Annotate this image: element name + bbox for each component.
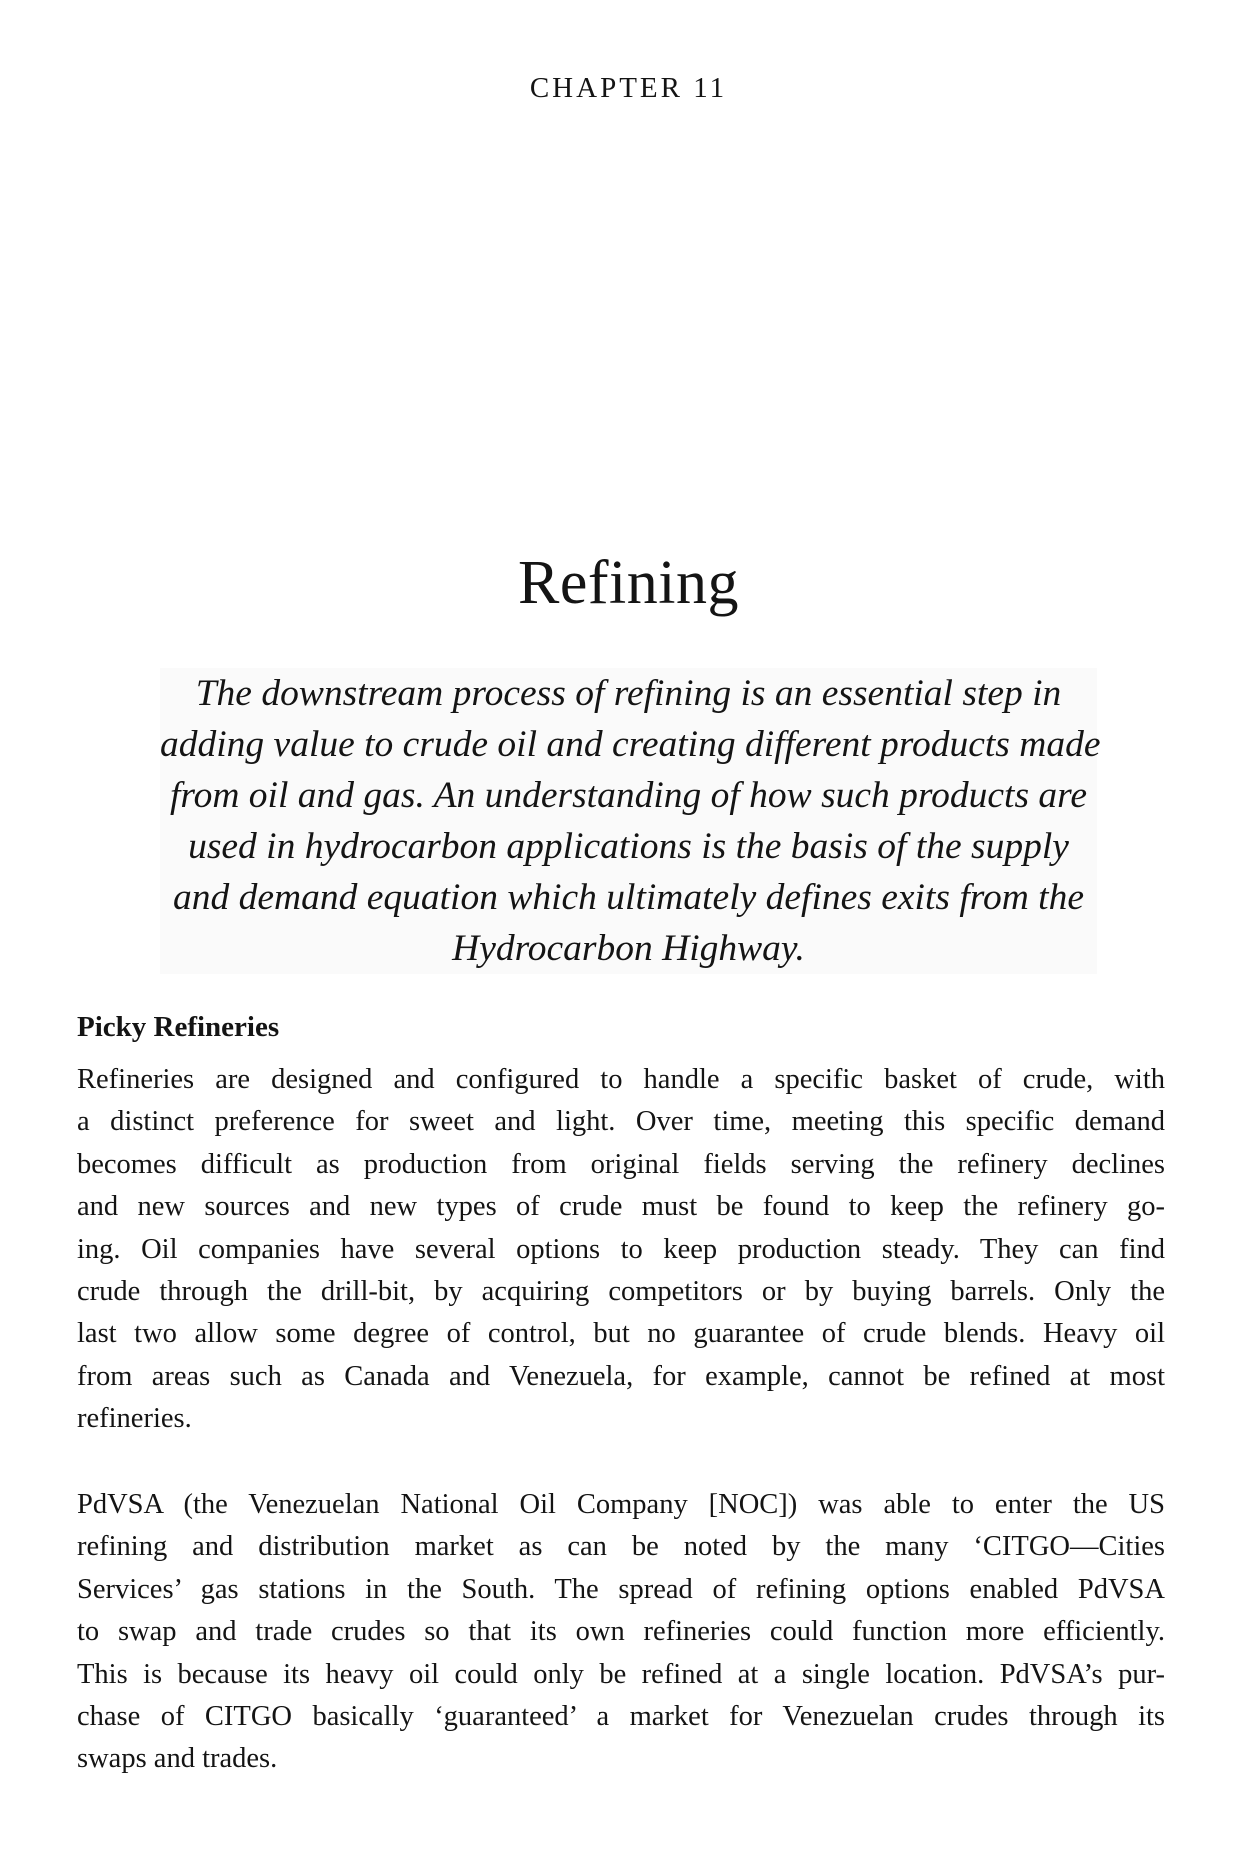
paragraph-line: Services’ gas stations in the South. The spread of refining options enabled PdVSA <box>77 1573 1165 1605</box>
paragraph-line: PdVSA (the Venezuelan National Oil Company [NOC]) was able to enter the US <box>77 1489 1165 1520</box>
paragraph-line: and new sources and new types of crude must be found to keep the refinery go- <box>77 1191 1165 1223</box>
chapter-label: CHAPTER 11 <box>529 72 728 104</box>
paragraph-line: refining and distribution market as can be noted by the many ‘CITGO—Cities <box>77 1531 1165 1563</box>
epigraph-line: and demand equation which ultimately defines exits from the <box>173 877 1084 918</box>
paragraph-line: This is because its heavy oil could only be refined at a single location. PdVSA’s pur- <box>77 1658 1165 1690</box>
paragraph-line: becomes difficult as production from original fields serving the refinery declines <box>77 1148 1165 1180</box>
epigraph-line: adding value to crude oil and creating different products made <box>160 724 1101 765</box>
paragraph-line: to swap and trade crudes so that its own refineries could function more efficiently. <box>77 1616 1165 1648</box>
epigraph-line: The downstream process of refining is an essential step in <box>195 673 1062 714</box>
body-paragraph <box>77 1059 1165 1441</box>
paragraph-line: ing. Oil companies have several options to keep production steady. They can find <box>77 1233 1165 1265</box>
paragraph-line: swaps and trades. <box>77 1743 278 1775</box>
chapter-title: Refining <box>518 549 739 617</box>
epigraph-line: used in hydrocarbon applications is the basis of the supply <box>188 826 1069 867</box>
epigraph <box>160 668 1101 974</box>
epigraph-line: Hydrocarbon Highway. <box>452 928 805 969</box>
paragraph-line: crude through the drill-bit, by acquiring competitors or by buying barrels. Only the <box>77 1276 1165 1308</box>
paragraph-line: last two allow some degree of control, but no guarantee of crude blends. Heavy oil <box>77 1318 1165 1350</box>
body-paragraph <box>77 1484 1165 1781</box>
paragraph-line: refineries. <box>77 1403 192 1435</box>
epigraph-line: from oil and gas. An understanding of how such products are <box>169 775 1088 816</box>
paragraph-line: chase of CITGO basically ‘guaranteed’ a market for Venezuelan crudes through its <box>77 1701 1165 1733</box>
paragraph-line: Refineries are designed and configured to handle a specific basket of crude, with <box>77 1064 1165 1095</box>
section-heading: Picky Refineries <box>77 1011 280 1043</box>
paragraph-line: from areas such as Canada and Venezuela, for example, cannot be refined at most <box>77 1360 1165 1392</box>
paragraph-line: a distinct preference for sweet and light. Over time, meeting this specific demand <box>77 1106 1165 1138</box>
